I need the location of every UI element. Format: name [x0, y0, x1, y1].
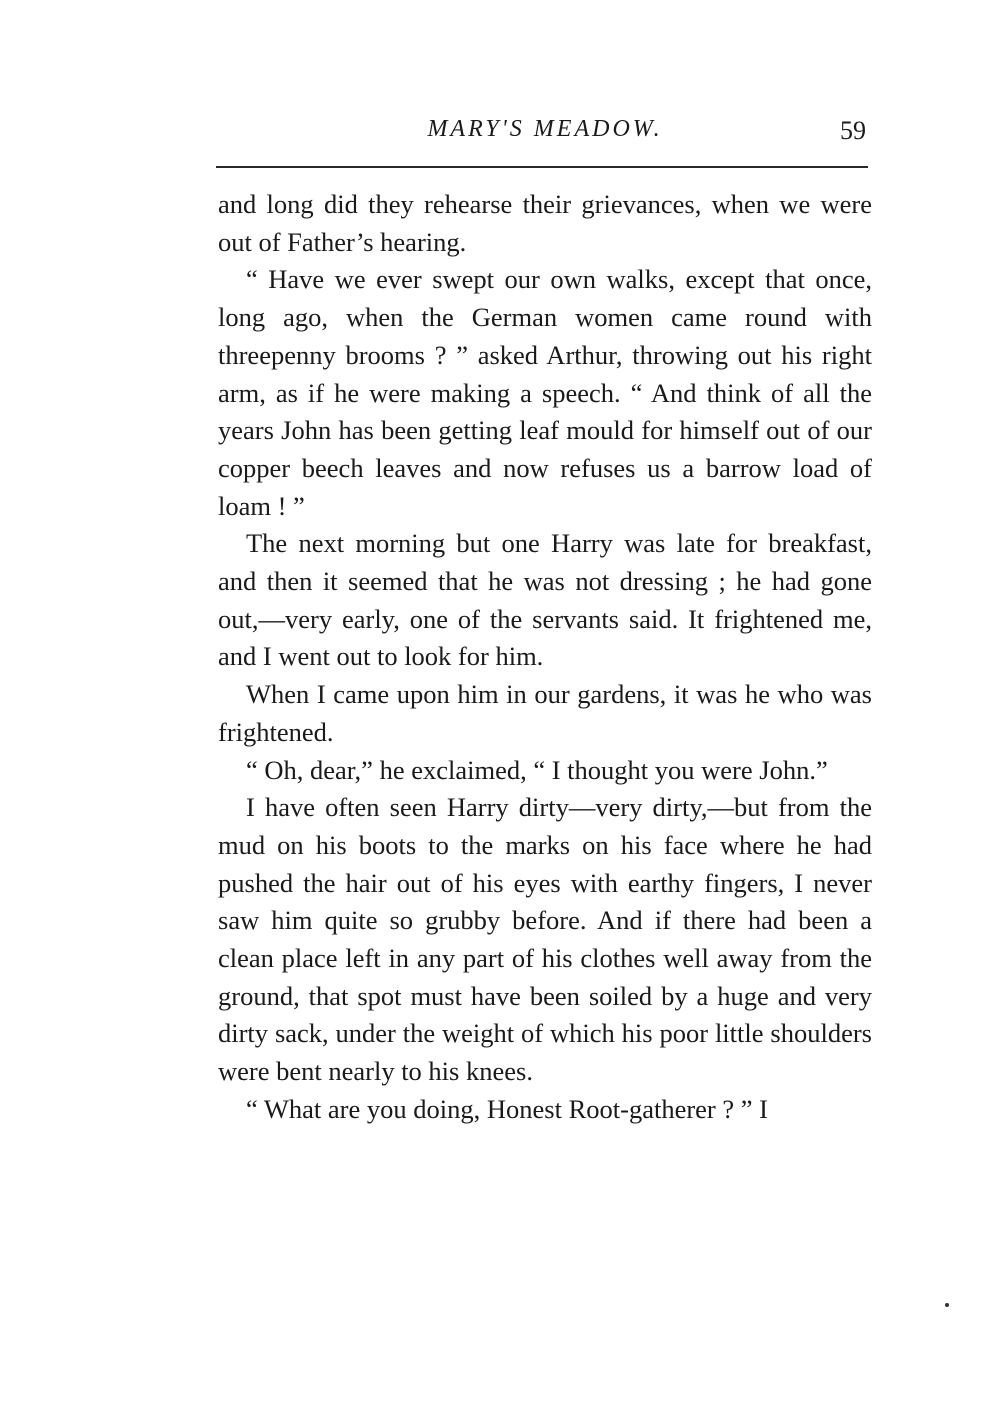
paragraph: and long did they rehearse their grievances, when we were out of Father’s hearing.	[218, 189, 872, 257]
paragraph: When I came upon him in our gardens, it was he who was frightened.	[218, 679, 872, 747]
print-speck	[945, 1303, 949, 1307]
running-head	[216, 116, 874, 152]
running-title: MARY'S MEADOW.	[427, 116, 663, 142]
paragraph: “ Have we ever swept our own walks, except that once, long ago, when the German women came round with threepenny brooms ? ” asked Arthur, throwing out his right arm, as if he were making a speech. “ And think of all the years John has been getting leaf mould for himself out of our copper beech leaves and now refuses us a barrow load of loam ! ”	[218, 264, 872, 521]
page-number: 59	[840, 116, 866, 145]
paragraph: “ What are you doing, Honest Root-gatherer ? ” I	[246, 1093, 768, 1124]
header-rule	[216, 166, 868, 168]
paragraph: The next morning but one Harry was late for breakfast, and then it seemed that he was not dressing ; he had gone out,—very early, one of the servants said. It frightened me, and I went out to look for him.	[218, 528, 872, 672]
paragraph: “ Oh, dear,” he exclaimed, “ I thought you were John.”	[246, 754, 828, 785]
paragraph: I have often seen Harry dirty—very dirty,—but from the mud on his boots to the marks on his face where he had pushed the hair out of his eyes with earthy fingers, I never saw him quite so grubby before. And if there had been a clean place left in any part of his clothes well away from the ground, that spot must have been soiled by a huge and very dirty sack, under the weight of which his poor little shoulders were bent nearly to his knees.	[218, 792, 872, 1087]
body-text	[218, 186, 872, 1129]
